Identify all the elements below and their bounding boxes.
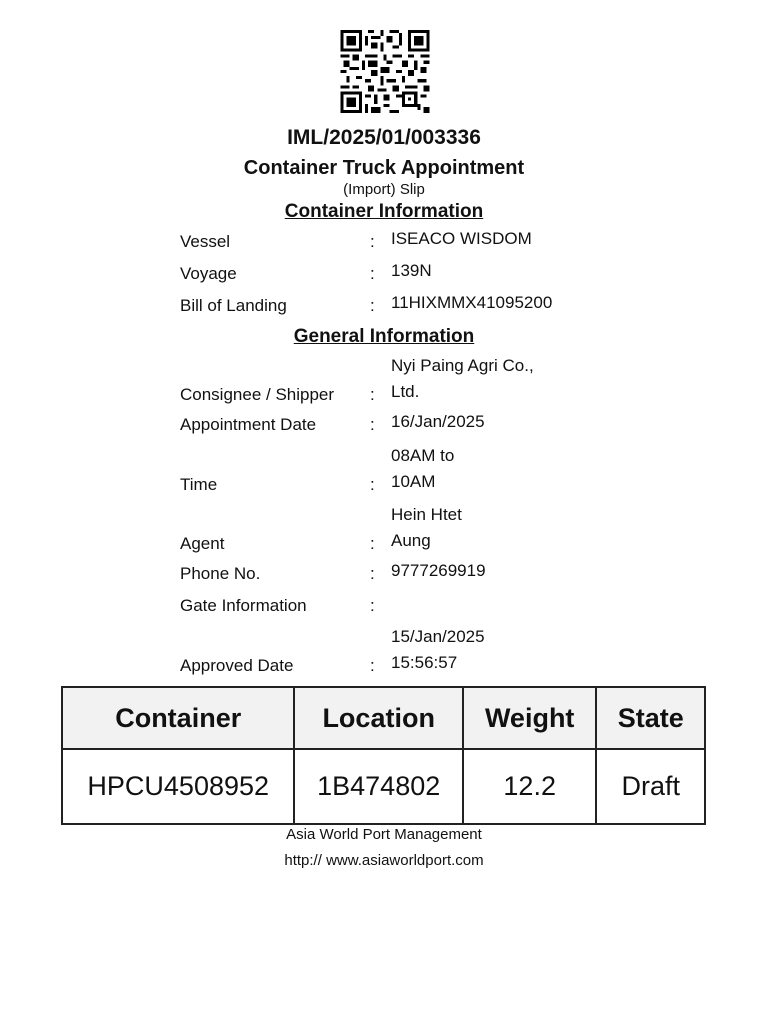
phone-label: Phone No. bbox=[180, 564, 261, 583]
reference-number: IML/2025/01/003336 bbox=[287, 126, 481, 149]
appointment-date-row bbox=[180, 413, 600, 435]
column-header-state: State bbox=[596, 687, 705, 749]
qr-code bbox=[340, 30, 430, 113]
voyage-row bbox=[180, 262, 600, 284]
container-information-heading-text: Container Information bbox=[284, 201, 484, 222]
voyage-value: 139N bbox=[391, 261, 432, 280]
table-header-row bbox=[62, 687, 705, 749]
page-subtitle: (Import) Slip bbox=[343, 181, 425, 198]
time-row bbox=[180, 445, 600, 495]
column-header-weight: Weight bbox=[463, 687, 597, 749]
container-number-cell: HPCU4508952 bbox=[62, 749, 294, 824]
colon: : bbox=[370, 564, 375, 583]
appointment-date-value: 16/Jan/2025 bbox=[391, 412, 485, 431]
colon: : bbox=[370, 415, 375, 434]
general-information-heading-text: General Information bbox=[293, 326, 475, 347]
colon: : bbox=[370, 534, 375, 553]
consignee-value: Nyi Paing Agri Co., Ltd. bbox=[391, 356, 534, 401]
table-row bbox=[62, 749, 705, 824]
vessel-label: Vessel bbox=[180, 232, 231, 251]
vessel-value: ISEACO WISDOM bbox=[391, 229, 532, 248]
bill-of-landing-row bbox=[180, 294, 600, 316]
consignee-label: Consignee / Shipper bbox=[180, 385, 335, 404]
phone-row bbox=[180, 562, 600, 584]
voyage-label: Voyage bbox=[180, 264, 237, 283]
colon: : bbox=[370, 264, 375, 283]
bill-of-landing-value: 11HIXMMX41095200 bbox=[391, 293, 553, 312]
column-header-location: Location bbox=[294, 687, 463, 749]
bill-of-landing-label: Bill of Landing bbox=[180, 296, 287, 315]
general-information-heading bbox=[0, 326, 768, 348]
weight-cell: 12.2 bbox=[463, 749, 597, 824]
container-information-heading bbox=[0, 201, 768, 223]
gate-information-row bbox=[180, 594, 600, 616]
approved-date-label: Approved Date bbox=[180, 656, 294, 675]
agent-row bbox=[180, 504, 600, 554]
colon: : bbox=[370, 385, 375, 404]
agent-label: Agent bbox=[180, 534, 225, 553]
agent-value: Hein Htet Aung bbox=[391, 505, 462, 550]
location-cell: 1B474802 bbox=[294, 749, 463, 824]
colon: : bbox=[370, 596, 375, 615]
footer-website-link[interactable]: http:// www.asiaworldport.com bbox=[284, 852, 484, 869]
container-table bbox=[61, 686, 706, 825]
approved-date-value: 15/Jan/2025 15:56:57 bbox=[391, 627, 485, 672]
time-value: 08AM to 10AM bbox=[391, 446, 455, 491]
colon: : bbox=[370, 475, 375, 494]
appointment-date-label: Appointment Date bbox=[180, 415, 317, 434]
consignee-row bbox=[180, 355, 600, 405]
colon: : bbox=[370, 656, 375, 675]
footer-company: Asia World Port Management bbox=[286, 826, 482, 843]
vessel-row bbox=[180, 230, 600, 252]
column-header-container: Container bbox=[62, 687, 294, 749]
colon: : bbox=[370, 232, 375, 251]
colon: : bbox=[370, 296, 375, 315]
gate-information-label: Gate Information bbox=[180, 596, 307, 615]
phone-value: 9777269919 bbox=[391, 561, 486, 580]
page-title: Container Truck Appointment bbox=[243, 157, 525, 179]
state-cell: Draft bbox=[596, 749, 705, 824]
approved-date-row bbox=[180, 626, 600, 676]
time-label: Time bbox=[180, 475, 218, 494]
